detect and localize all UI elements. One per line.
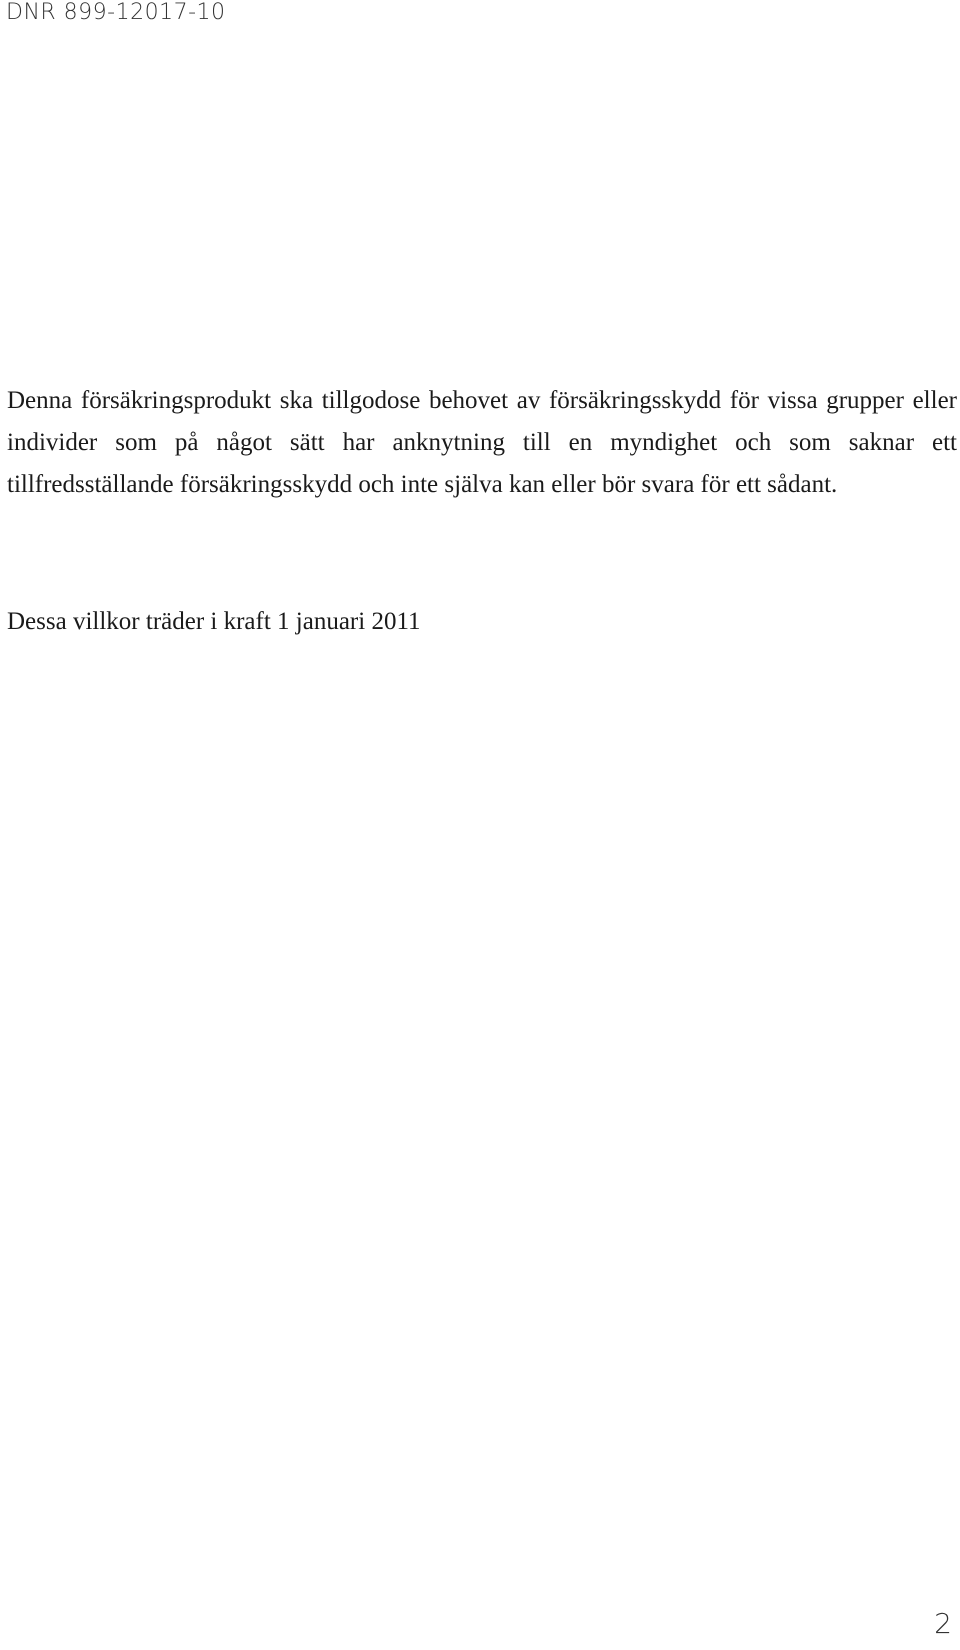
purpose-paragraph: Denna försäkringsprodukt ska tillgodose behovet av försäkringsskydd för vissa grupper eller individer som på något sätt har anknytning till en myndighet och som saknar ett tillfredsställande försäkringsskydd och inte själva kan eller bör svara för ett sådant.	[7, 387, 957, 498]
effective-date-text: Dessa villkor träder i kraft 1 januari 2011	[7, 608, 421, 635]
document-number: DNR 899-12017-10	[6, 0, 226, 25]
page-number: 2	[934, 1607, 952, 1640]
